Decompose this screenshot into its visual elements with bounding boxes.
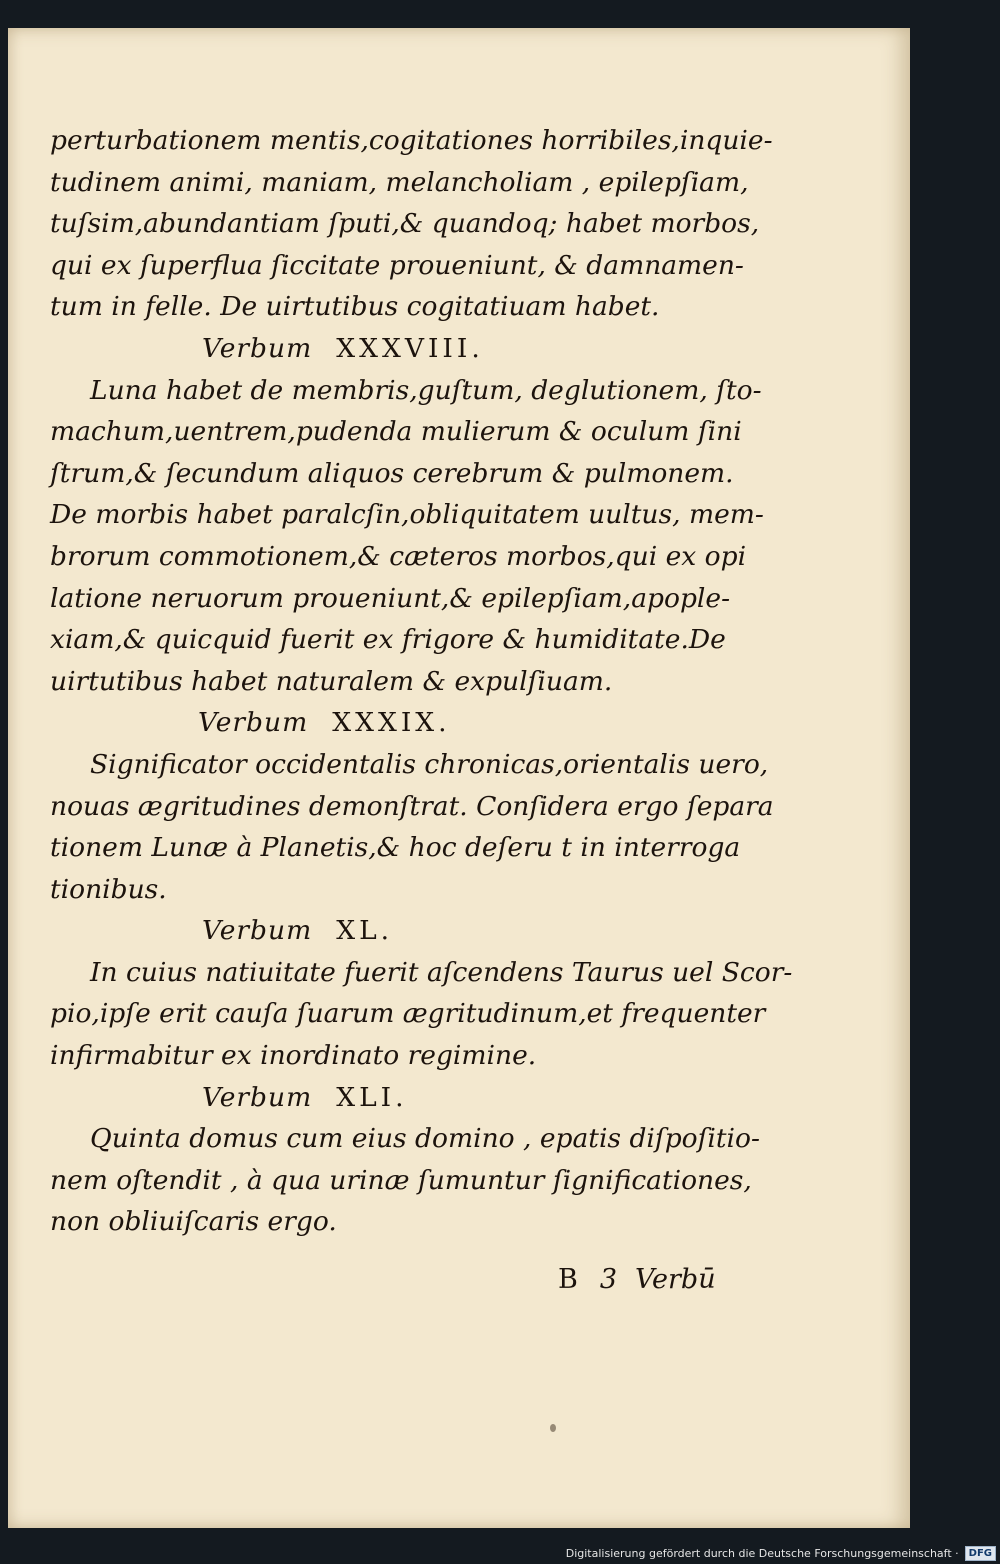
text-line: uirtutibus habet naturalem & expulſiuam. <box>50 665 613 697</box>
heading-numeral: XL. <box>336 915 394 947</box>
heading-numeral: XXXVIII. <box>336 332 484 364</box>
text-line: tum in felle. De uirtutibus cogitatiuam habet. <box>50 291 660 323</box>
text-line: non obliuiſcaris ergo. <box>50 1206 337 1238</box>
text-line: tionem Lunæ à Planetis,& hoc deſeru t in interroga <box>50 832 741 864</box>
funding-credit: Digitalisierung gefördert durch die Deutsche Forschungsgemeinschaft · <box>565 1546 959 1560</box>
signature-mark: B <box>558 1264 578 1295</box>
heading-word: Verbum <box>202 1081 313 1113</box>
heading-word: Verbum <box>202 915 313 947</box>
text-line: tudinem animi, maniam, melancholiam , epilepſiam, <box>50 166 749 198</box>
heading-numeral: XXXIX. <box>332 707 451 739</box>
text-line: In cuius natiuitate fuerit aſcendens Taurus uel Scor- <box>90 956 793 988</box>
text-line: tuſsim,abundantiam ſputi,& quandoq; habet morbos, <box>50 208 760 240</box>
text-line: De morbis habet paralcſin,obliquitatem uultus, mem- <box>50 499 764 531</box>
digitization-footer <box>566 1544 996 1562</box>
text-line: latione neruorum proueniunt,& epilepſiam,apople- <box>50 582 731 614</box>
book-page <box>8 28 910 1528</box>
heading-word: Verbum <box>202 332 313 364</box>
text-line: machum,uentrem,pudenda mulierum & oculum ſini <box>50 416 742 448</box>
text-line: qui ex ſuperflua ſiccitate proueniunt, & damnamen- <box>50 249 744 281</box>
text-line: pio,ipſe erit cauſa ſuarum ægritudinum,et frequenter <box>50 998 766 1030</box>
section-heading <box>50 910 740 952</box>
text-line: nem oſtendit , à qua urinæ ſumuntur ſignificationes, <box>50 1164 752 1196</box>
dfg-logo: DFG <box>965 1546 996 1561</box>
text-line: Quinta domus cum eius domino , epatis diſpoſitio- <box>90 1123 760 1155</box>
section-heading <box>50 702 740 744</box>
signature-number: 3 <box>599 1264 618 1295</box>
text-line: xiam,& quicquid fuerit ex frigore & humiditate.De <box>50 624 726 656</box>
catchword-line <box>558 1264 758 1295</box>
heading-numeral: XLI. <box>336 1081 408 1113</box>
section-heading <box>50 328 740 370</box>
catchword: Verbū <box>635 1264 716 1295</box>
section-heading <box>50 1077 740 1119</box>
heading-word: Verbum <box>198 707 309 739</box>
text-line: Significator occidentalis chronicas,orientalis uero, <box>90 748 769 780</box>
text-line: infirmabitur ex inordinato regimine. <box>50 1040 537 1072</box>
text-line: tionibus. <box>50 873 167 905</box>
text-line: Luna habet de membris,guſtum, deglutionem, ſto- <box>90 374 762 406</box>
text-line: perturbationem mentis,cogitationes horribiles,inquie- <box>50 125 773 156</box>
ink-smudge <box>550 1424 556 1432</box>
text-line: ſtrum,& ſecundum aliquos cerebrum & pulmonem. <box>50 457 734 489</box>
text-line: brorum commotionem,& cæteros morbos,qui ex opi <box>50 540 747 572</box>
page-text <box>50 120 793 1243</box>
text-line: nouas ægritudines demonſtrat. Conſidera ergo ſepara <box>50 790 774 822</box>
